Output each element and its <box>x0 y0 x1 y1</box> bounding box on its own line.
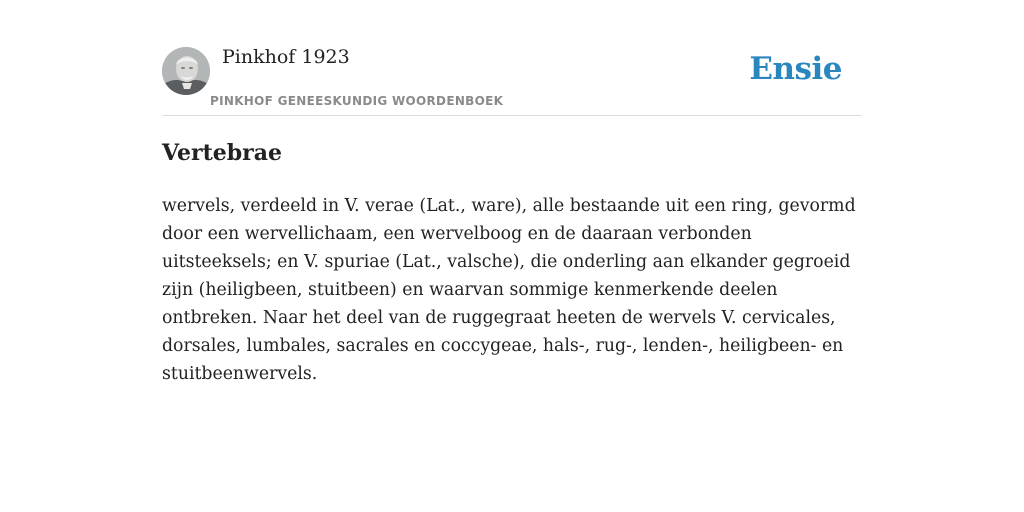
ensie-logo[interactable]: Ensie <box>749 51 842 87</box>
dictionary-name[interactable]: PINKHOF GENEESKUNDIG WOORDENBOEK <box>210 94 504 108</box>
author-name[interactable]: Pinkhof 1923 <box>222 46 350 68</box>
author-avatar[interactable] <box>162 47 210 95</box>
entry-header <box>162 44 862 116</box>
author-portrait-image <box>162 47 210 95</box>
entry-definition: wervels, verdeeld in V. verae (Lat., ware), alle bestaande uit een ring, gevormd door een wervellichaam, een wervelboog en de daaraan verbonden uitsteeksels; en V. spuriae (Lat., valsche), die onderling aan elkander gegroeid zijn (heiligbeen, stuitbeen) en waarvan sommige kenmerkende deelen ontbreken. Naar het deel van de ruggegraat heeten de wervels V. cervicales, dorsales, lumbales, sacrales en coccygeae, hals-, rug-, lenden-, heiligbeen- en stuitbeenwervels. <box>162 196 856 384</box>
entry-headword: Vertebrae <box>162 140 283 166</box>
